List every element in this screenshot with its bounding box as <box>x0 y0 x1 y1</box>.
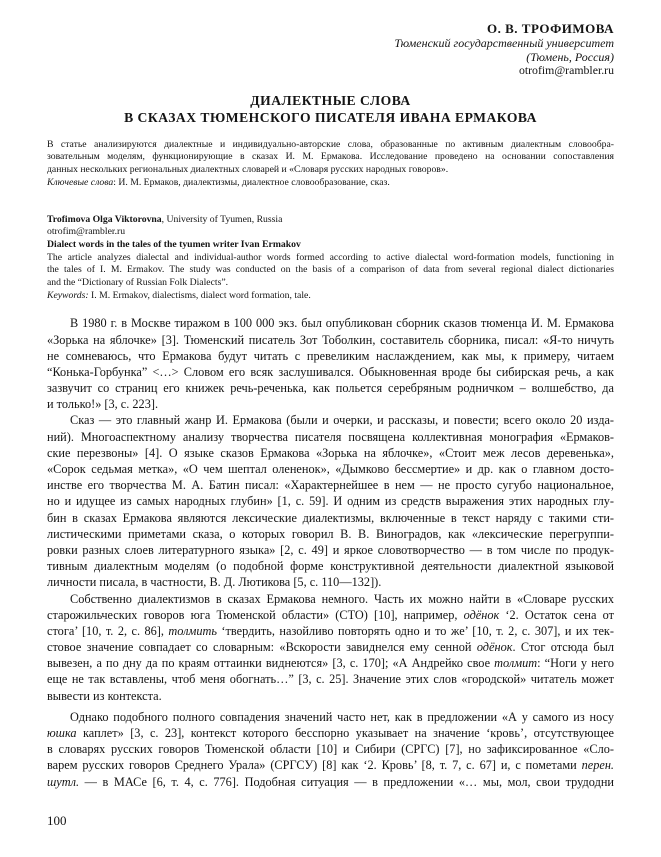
abstract-russian <box>47 139 614 190</box>
abstract-english <box>47 214 614 303</box>
emphasized-term: одёнок <box>463 607 500 622</box>
text-line: ские перезвоны» [4]. О языке сказов Ермакова «Зорька на яблочке», «Стоит меж лесов деревенька», <box>47 445 614 460</box>
text-line: стовое значение совпадает со словарным: «Вскорости завиднелся ему сенной одёнок. Стог отсюда был <box>47 640 614 655</box>
text-line: инстве его творчества М. А. Батин писал: «Характернейшее в нем — не просто сугубо национальное, <box>47 478 614 493</box>
emphasized-term: толмить <box>168 623 217 638</box>
text-line: and the “Dictionary of Russian Folk Dialects”. <box>47 276 229 288</box>
text-line: юшка каплет» [3, с. 23], контекст которого бесспорно указывает на значение ‘кровь’, отсутствующее <box>47 726 614 741</box>
text-line: варем русских говоров Среднего Урала» (СРГСУ) [8] как ‘2. Кровь’ [8, т. 7, с. 67] и, с пометами перен. <box>47 758 614 773</box>
text-line: вывести из контекста. <box>47 688 162 703</box>
text-line: ровки разных слоев литературного языка» [2, с. 49] и яркое словотворчество — в том числе по продук- <box>47 542 614 557</box>
text-line: ний). Многоаспектному анализу творчества писателя посвящена коллективная монография «Ермаков- <box>47 429 614 444</box>
text-line: старожильческих говоров юга Тюменской области» (СТО) [10], например, одёнок ‘2. Остаток сена от <box>47 607 614 622</box>
text-line: бин в сказах Ермакова являются лексические диалектизмы, включенные в текст наряду с такими сти- <box>47 510 614 525</box>
text-line: Ключевые слова: И. М. Ермаков, диалектизмы, диалектное словообразование, сказ. <box>47 176 390 188</box>
author-block <box>47 21 614 78</box>
text-line: зазвучит со страниц его книжек речь-реченька, как польется серебряным родничком – волшебство, да <box>47 381 614 396</box>
text-line: данных нескольких региональных диалектных словарей и «Словаря русских народных говоров». <box>47 164 449 176</box>
text-line <box>47 239 614 252</box>
article-title-line-2: В СКАЗАХ ТЮМЕНСКОГО ПИСАТЕЛЯ ИВАНА ЕРМАКОВА <box>124 109 537 125</box>
emphasized-term: Keywords: <box>47 289 89 301</box>
text-line: «Сорок седьмая метка», «О чем шептал олененок», «Дымково бессмертие» и др. как о главном досто- <box>47 462 614 477</box>
text-line: “Конька-Горбунка” <…> Словом его всяк заслушивался. Обыкновенная вроде бы сибирская речь, а как <box>47 364 614 379</box>
text-line: otrofim@rambler.ru <box>47 226 126 238</box>
article-title <box>47 92 614 126</box>
text-line: личности писала, в частности, В. Д. Лютикова [5, с. 110—132]). <box>47 575 382 590</box>
text-line: the tales of I. M. Ermakov. The study was conducted on the basis of a comparison of data from several regional dialect dictionaries <box>47 264 614 276</box>
text-line: Trofimova Olga Viktorovna, University of Tyumen, Russia <box>47 213 283 225</box>
paragraph <box>47 591 614 704</box>
emphasized-term: юшка <box>47 726 77 741</box>
text-line: зовательным моделям, функционирующие в сказах И. М. Ермакова. Исследование проведено на основании сопоставления <box>47 151 614 163</box>
abstract-gap <box>47 190 614 201</box>
text-line: еще не так вставлены, чтоб меня обогнать…” [3, с. 25]. Значение этих слов «городской» читатель может <box>47 672 614 687</box>
paragraph <box>47 315 614 412</box>
text-line: листическими приметами сказа, о которых говорил В. В. Виноградов, как «лексические перегруппи- <box>47 526 614 541</box>
emphasized-term: Ключевые слова <box>47 176 114 188</box>
emphasized-term: перен. <box>581 758 614 773</box>
text-line: и только!» [3, с. 223]. <box>47 397 159 412</box>
text-line: стога’ [10, т. 2, с. 86], толмить ‘твердить, назойливо повторять одно и то же’ [10, т. 2, с. 307], и их тек- <box>47 623 614 638</box>
text-line: Keywords: I. M. Ermakov, dialectisms, dialect word formation, tale. <box>47 289 311 301</box>
page-number: 100 <box>47 813 67 828</box>
text-line: The article analyzes dialectal and individual-author words formed according to active dialectal word-formation models, functioning in <box>47 251 614 263</box>
emphasized-term: шутл. <box>47 774 80 789</box>
text-line: В 1980 г. в Москве тиражом в 100 000 экз. был опубликован сборник сказов тюменца И. М. Ермакова <box>70 316 614 331</box>
author-affiliation: Тюменский государственный университет <box>394 36 614 50</box>
bold-text: Dialect words in the tales of the tyumen writer Ivan Ermakov <box>47 238 301 250</box>
page-content <box>47 21 614 790</box>
text-line: Однако подобного полного совпадения значений часто нет, как в предложении «А у самого из носу <box>70 709 614 724</box>
text-line: В статье анализируются диалектные и индивидуально-авторские слова, образованные по активным диалектным словообра- <box>47 138 614 150</box>
author-email: otrofim@rambler.ru <box>518 63 614 78</box>
author-name: О. В. ТРОФИМОВА <box>487 21 614 36</box>
text-line: «Зорька на яблочке» [3]. Тюменский писатель Зот Тоболкин, составитель сборника, писал: «Я-то ничуть <box>47 332 614 347</box>
text-line: но и идущее из самых народных глубин» [1, с. 59]. И одним из средств выражения этих народных глу- <box>47 494 614 509</box>
text-line: тивным диалектным моделям (о подобной форме конструктивной деятельности диалектной языковой <box>47 559 614 574</box>
paragraph <box>47 709 614 790</box>
text-line: вывезен, а по дну да по краям оттаинки виднеются» [3, с. 170]; «А Андрейко свое толмит: “Ноги у него <box>47 656 614 671</box>
article-title-line-1: ДИАЛЕКТНЫЕ СЛОВА <box>250 92 411 108</box>
text-line: Сказ — это главный жанр И. Ермакова (были и очерки, и рассказы, и повести; всего около 20 изда- <box>70 413 614 428</box>
emphasized-term: одёнок <box>476 640 513 655</box>
bold-text: Trofimova Olga Viktorovna <box>47 213 162 225</box>
emphasized-term: толмит <box>494 656 538 671</box>
text-line: в словарях русских говоров Тюменской области [10] и Сибири (СРГС) [7], но зафиксированное «Сло- <box>47 742 614 757</box>
author-location: (Тюмень, Россия) <box>526 49 614 64</box>
text-line: не сомневаюсь, что Ермакова будут читать с превеликим наслаждением, как мы, к примеру, читаем <box>47 348 614 363</box>
text-line: Собственно диалектизмов в сказах Ермакова немного. Часть их можно найти в «Словаре русских <box>70 591 614 606</box>
body-text <box>47 315 614 789</box>
paragraph <box>47 412 614 590</box>
text-line: шутл. — в МАСе [6, т. 4, с. 776]. Подобная ситуация — в предложении «… мы, мол, свои трудодни <box>47 774 614 789</box>
